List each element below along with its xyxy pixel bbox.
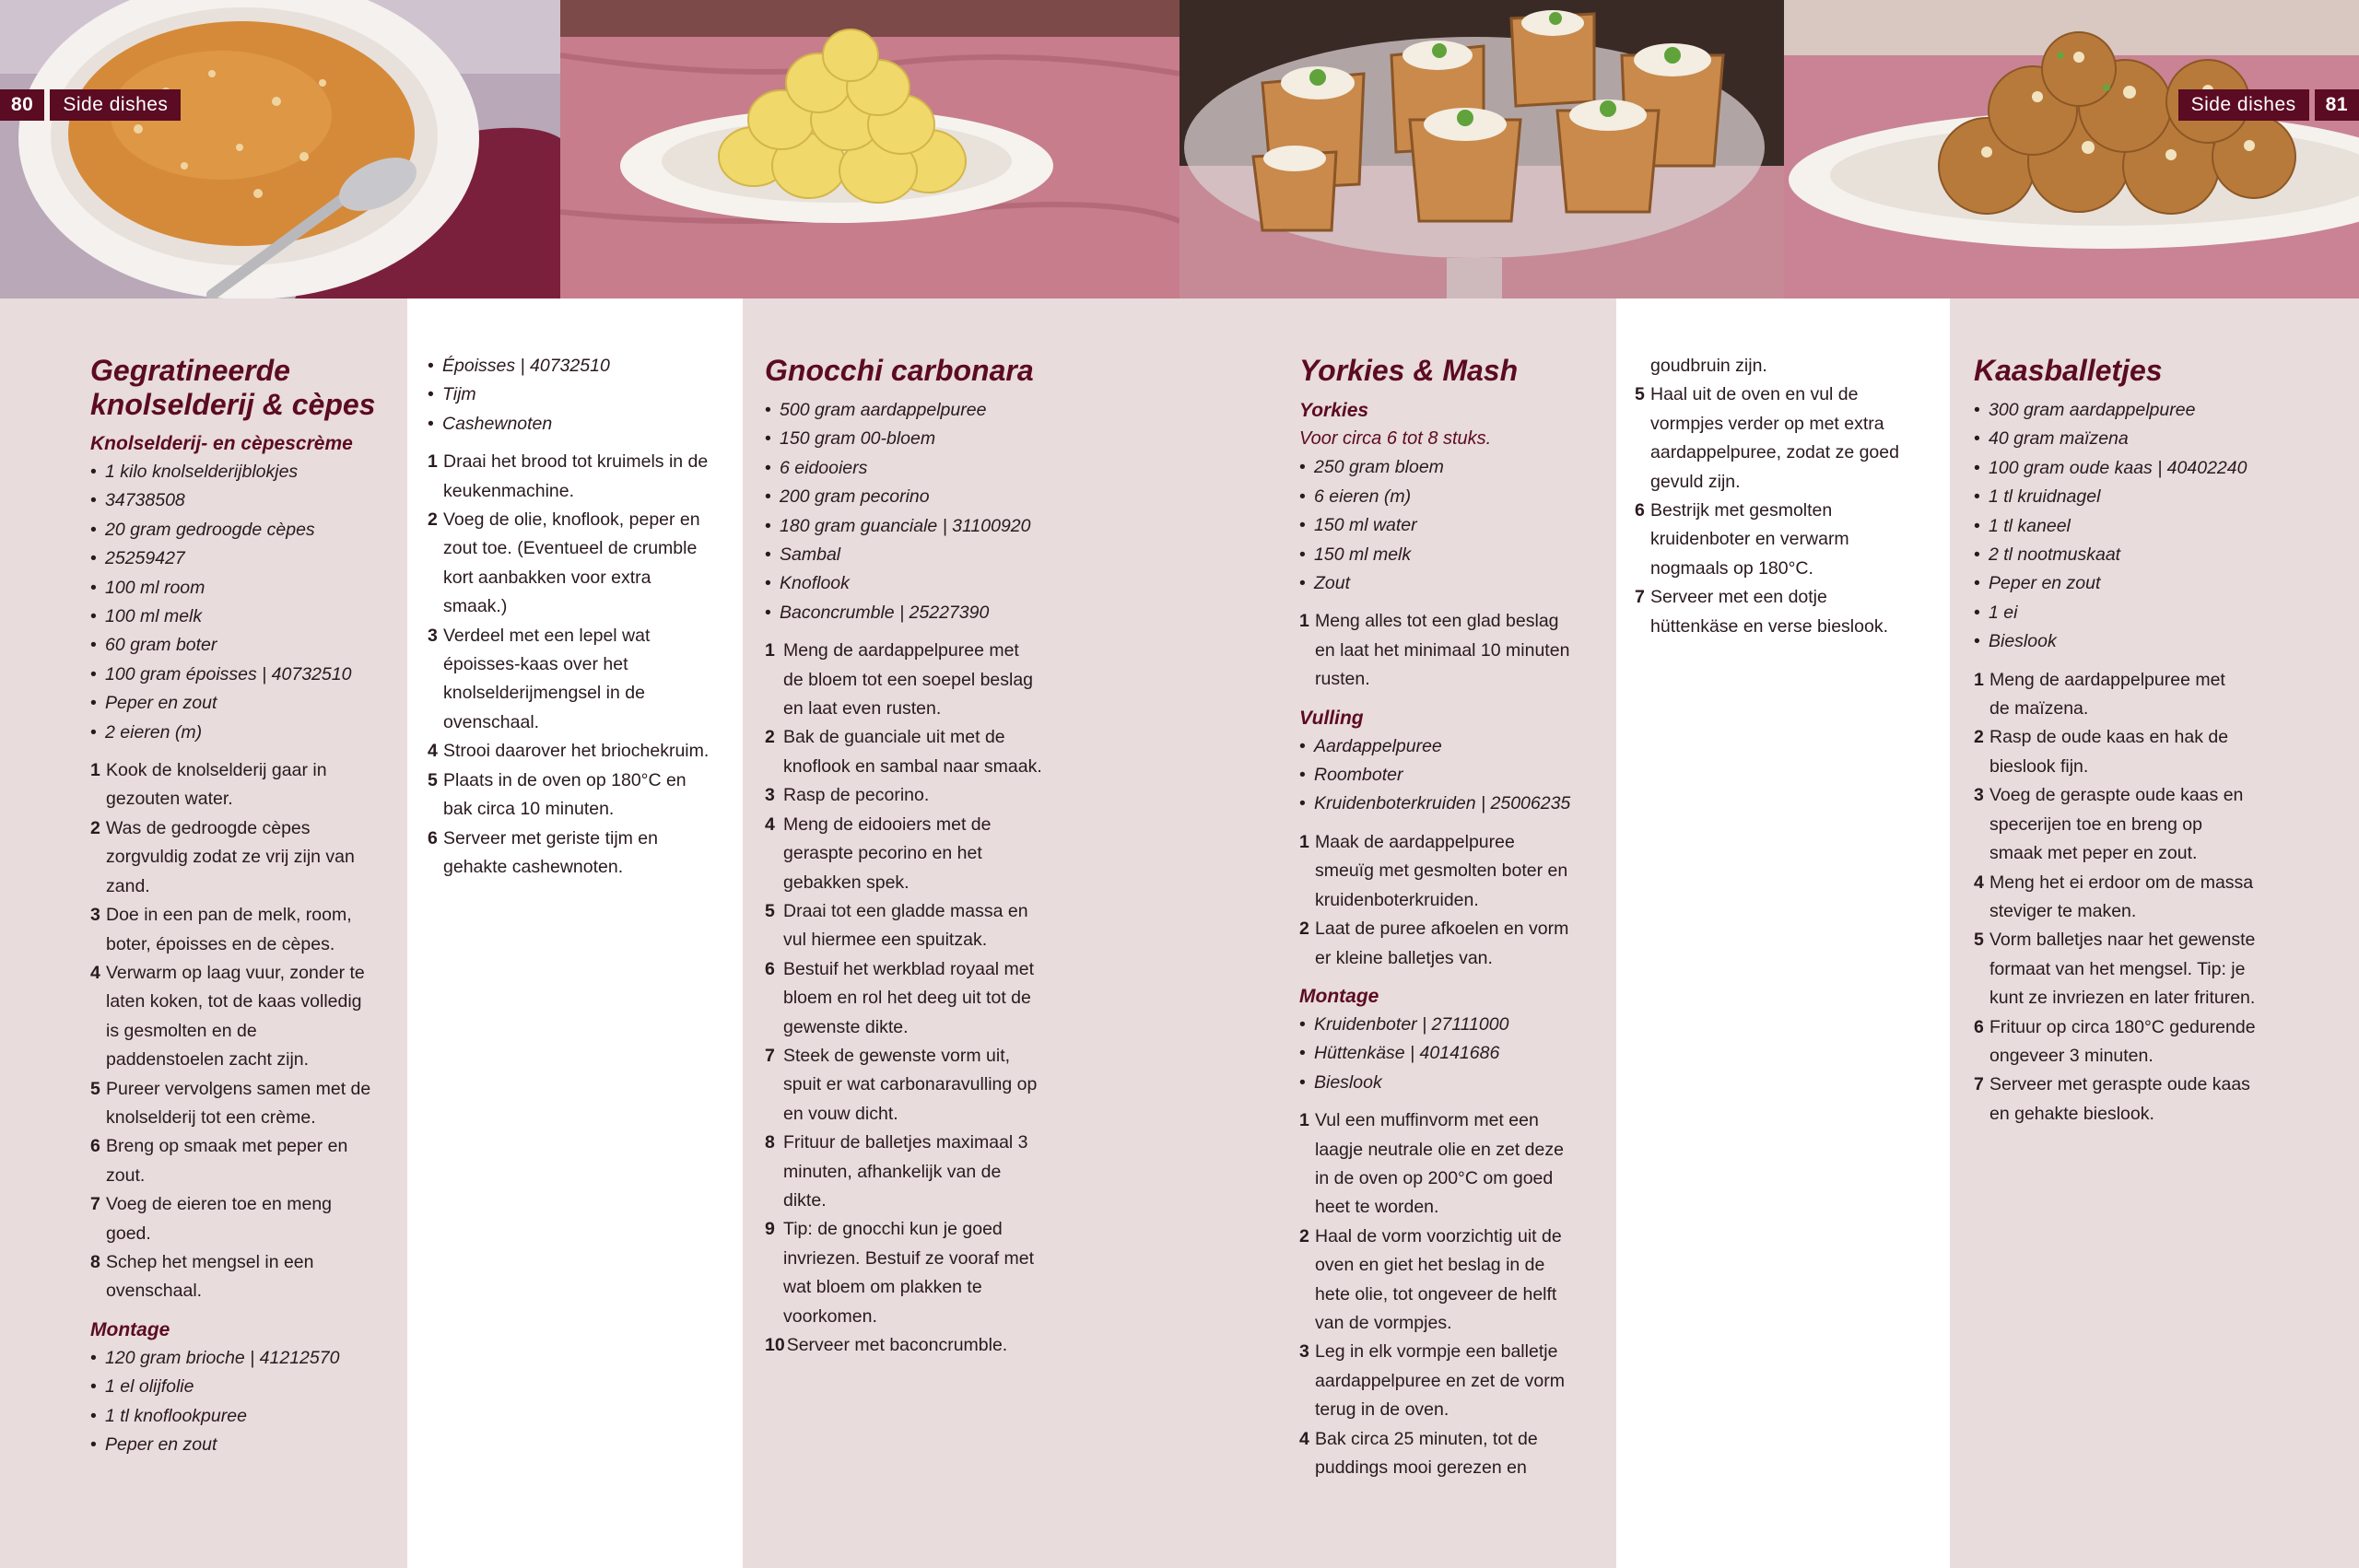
step-text: Maak de aardappelpuree smeuïg met gesmolten boter en kruidenboterkruiden. bbox=[1315, 831, 1568, 910]
yield-note: Voor circa 6 tot 8 stuks. bbox=[1299, 428, 1492, 449]
step-item bbox=[428, 506, 732, 622]
step-item bbox=[765, 723, 1078, 781]
step-text: Plaats in de oven op 180°C en bak circa 10 minuten. bbox=[443, 769, 687, 820]
step-item bbox=[90, 756, 394, 814]
step-number: 1 bbox=[1299, 611, 1309, 632]
section-label-right: Side dishes bbox=[2178, 89, 2309, 121]
step-number: 2 bbox=[765, 727, 775, 748]
step-text: Vorm balletjes naar het gewenste formaat van het mengsel. Tip: je kunt ze invriezen en later frituren. bbox=[1989, 930, 2256, 1009]
step-text: Meng de aardappelpuree met de bloem tot een soepel beslag en laat even rusten. bbox=[783, 640, 1034, 720]
step-list bbox=[1299, 828, 1603, 973]
step-text: Verdeel met een lepel wat époisses-kaas over het knolselderijmengsel in de ovenschaal. bbox=[443, 625, 651, 732]
ingredient-item: • 100 ml melk bbox=[90, 603, 394, 631]
gnocchi-plate-photo bbox=[560, 0, 1180, 298]
step-number: 5 bbox=[1635, 384, 1645, 405]
step-text: Frituur de balletjes maximaal 3 minuten, afhankelijk van de dikte. bbox=[783, 1132, 1028, 1211]
ingredient-item: • 40 gram maïzena bbox=[1974, 425, 2278, 453]
step-item bbox=[90, 814, 394, 901]
ingredient-item: • 60 gram boter bbox=[90, 631, 394, 660]
step-item bbox=[428, 622, 732, 738]
step-number: 3 bbox=[1974, 785, 1984, 806]
step-text: Doe in een pan de melk, room, boter, époisses en de cèpes. bbox=[106, 905, 352, 954]
step-number: 7 bbox=[90, 1194, 100, 1215]
step-item bbox=[765, 1331, 1078, 1360]
recipe-body-yorkies bbox=[1299, 396, 1603, 1482]
ingredient-item: • Kruidenboter | 27111000 bbox=[1299, 1011, 1603, 1039]
ingredient-item: • 100 gram époisses | 40732510 bbox=[90, 661, 394, 689]
step-number: 1 bbox=[1299, 1110, 1309, 1131]
step-item bbox=[765, 1129, 1078, 1215]
page-number-right: 81 bbox=[2315, 89, 2359, 121]
ingredient-item: • Cashewnoten bbox=[428, 410, 732, 439]
step-number: 3 bbox=[765, 785, 775, 806]
step-text: Serveer met geraspte oude kaas en gehakte bieslook. bbox=[1989, 1074, 2250, 1124]
step-item bbox=[90, 959, 394, 1075]
ingredient-item: • Baconcrumble | 25227390 bbox=[765, 599, 1078, 627]
ingredient-item: • 6 eieren (m) bbox=[1299, 483, 1603, 511]
step-item bbox=[1299, 1223, 1603, 1339]
step-number: 2 bbox=[90, 817, 100, 838]
step-item bbox=[90, 1248, 394, 1306]
recipe-title-yorkies: Yorkies & Mash bbox=[1299, 354, 1519, 387]
ingredient-item: • Knoflook bbox=[765, 569, 1078, 598]
step-item bbox=[1974, 666, 2278, 724]
ingredient-item: • Zout bbox=[1299, 569, 1603, 598]
ingredient-item: • Bieslook bbox=[1299, 1069, 1603, 1097]
ingredient-list bbox=[1299, 1011, 1603, 1097]
step-number: 6 bbox=[1635, 500, 1645, 521]
step-number: 4 bbox=[90, 962, 100, 983]
ingredient-item: • 250 gram bloem bbox=[1299, 453, 1603, 482]
ingredient-item: • Bieslook bbox=[1974, 627, 2278, 656]
ingredient-item: • Peper en zout bbox=[90, 1431, 394, 1459]
ingredient-list bbox=[765, 396, 1078, 627]
section-heading: Vulling bbox=[1299, 707, 1364, 729]
step-number: 4 bbox=[765, 813, 775, 835]
step-text: Kook de knolselderij gaar in gezouten water. bbox=[106, 760, 327, 810]
ingredient-list bbox=[1299, 732, 1603, 819]
ingredient-item: • 1 ei bbox=[1974, 599, 2278, 627]
ingredient-item: • Roomboter bbox=[1299, 761, 1603, 790]
ingredient-item: • Époisses | 40732510 bbox=[428, 352, 732, 380]
step-number: 7 bbox=[1974, 1074, 1984, 1095]
step-item bbox=[428, 766, 732, 825]
step-text: Meng het ei erdoor om de massa steviger te maken. bbox=[1989, 872, 2254, 921]
page-header-left bbox=[0, 89, 186, 121]
ingredient-item: • 20 gram gedroogde cèpes bbox=[90, 516, 394, 544]
step-number: 6 bbox=[1974, 1016, 1984, 1037]
step-text: Rasp de oude kaas en hak de bieslook fijn. bbox=[1989, 727, 2229, 777]
step-text: Haal uit de oven en vul de vormpjes verder op met extra aardappelpuree, zodat ze goed gevuld zijn. bbox=[1650, 384, 1899, 492]
step-text: Serveer met een dotje hüttenkäse en verse bieslook. bbox=[1650, 587, 1888, 637]
step-item bbox=[1299, 607, 1603, 694]
cheese-balls-plate-photo bbox=[1784, 0, 2359, 298]
ingredient-item: • 150 gram 00-bloem bbox=[765, 425, 1078, 453]
step-text: Bak de guanciale uit met de knoflook en sambal naar smaak. bbox=[783, 727, 1042, 777]
step-text: Bestrijk met gesmolten kruidenboter en verwarm nogmaals op 180°C. bbox=[1650, 500, 1849, 579]
step-number: 2 bbox=[428, 509, 438, 531]
step-item bbox=[1299, 1425, 1603, 1483]
section-heading: Montage bbox=[90, 1318, 170, 1340]
step-number: 5 bbox=[765, 900, 775, 921]
step-number: 2 bbox=[1299, 1225, 1309, 1246]
section-heading: Yorkies bbox=[1299, 400, 1369, 421]
ingredient-item: • 300 gram aardappelpuree bbox=[1974, 396, 2278, 425]
recipe-title-kaasballetjes: Kaasballetjes bbox=[1974, 354, 2163, 387]
step-number: 6 bbox=[428, 827, 438, 848]
page-number-left: 80 bbox=[0, 89, 44, 121]
section-label-left: Side dishes bbox=[50, 89, 181, 121]
step-item bbox=[428, 448, 732, 506]
photo-strip bbox=[0, 0, 2359, 298]
ingredient-item: • 150 ml melk bbox=[1299, 541, 1603, 569]
step-list bbox=[765, 637, 1078, 1360]
step-number: 1 bbox=[1974, 669, 1984, 690]
step-number: 2 bbox=[1974, 727, 1984, 748]
step-text: Haal de vorm voorzichtig uit de oven en giet het beslag in de hete olie, tot ongeveer de helft van de vormpjes. bbox=[1315, 1225, 1562, 1333]
step-number: 9 bbox=[765, 1219, 775, 1240]
step-number: 6 bbox=[765, 958, 775, 979]
ingredient-item: • Sambal bbox=[765, 541, 1078, 569]
step-text: Bak circa 25 minuten, tot de puddings mooi gerezen en bbox=[1315, 1428, 1538, 1478]
section-heading: Montage bbox=[1299, 985, 1379, 1007]
step-item bbox=[765, 781, 1078, 810]
step-text: Strooi daarover het briochekruim. bbox=[443, 741, 710, 762]
step-text: Serveer met geriste tijm en gehakte cashewnoten. bbox=[443, 827, 659, 877]
step-text: Meng alles tot een glad beslag en laat het minimaal 10 minuten rusten. bbox=[1315, 611, 1570, 690]
step-list bbox=[428, 448, 732, 882]
step-item bbox=[1299, 915, 1603, 973]
ingredient-item: • Kruidenboterkruiden | 25006235 bbox=[1299, 790, 1603, 818]
ingredient-item: • 2 tl nootmuskaat bbox=[1974, 541, 2278, 569]
step-text: Rasp de pecorino. bbox=[783, 785, 930, 806]
step-text: Tip: de gnocchi kun je goed invriezen. Bestuif ze vooraf met wat bloem om plakken te voorkomen. bbox=[783, 1219, 1035, 1327]
ingredient-item: • Tijm bbox=[428, 380, 732, 409]
step-list bbox=[90, 756, 394, 1306]
step-item bbox=[1974, 926, 2278, 1012]
recipe-body-gratin bbox=[90, 429, 394, 1459]
step-item bbox=[90, 1132, 394, 1190]
ingredient-list bbox=[1299, 453, 1603, 598]
step-item bbox=[1635, 380, 1939, 497]
step-item bbox=[765, 1215, 1078, 1331]
recipe-body-yorkies-cont bbox=[1635, 352, 1939, 641]
step-number: 5 bbox=[1974, 930, 1984, 951]
ingredient-item: • Peper en zout bbox=[90, 689, 394, 718]
ingredient-item: • 1 kilo knolselderijblokjes bbox=[90, 458, 394, 486]
step-text: Voeg de olie, knoflook, peper en zout toe. (Eventueel de crumble kort aanbakken voor extra smaak.) bbox=[443, 509, 700, 617]
step-number: 5 bbox=[90, 1078, 100, 1099]
step-item bbox=[1974, 1013, 2278, 1071]
step-text: Was de gedroogde cèpes zorgvuldig zodat ze vrij zijn van zand. bbox=[106, 817, 355, 896]
title-line: knolselderij & cèpes bbox=[90, 388, 376, 421]
step-item bbox=[90, 901, 394, 959]
step-number: 7 bbox=[1635, 587, 1645, 608]
ingredient-item: • 1 tl kaneel bbox=[1974, 512, 2278, 541]
ingredient-list bbox=[428, 352, 732, 439]
ingredient-item: • 25259427 bbox=[90, 544, 394, 573]
recipe-body-gratin-cont bbox=[428, 352, 732, 882]
step-text: Frituur op circa 180°C gedurende ongeveer 3 minuten. bbox=[1989, 1016, 2256, 1066]
step-item bbox=[1974, 723, 2278, 781]
step-item bbox=[90, 1190, 394, 1248]
step-item bbox=[428, 825, 732, 883]
step-number: 7 bbox=[765, 1045, 775, 1066]
step-number: 8 bbox=[90, 1251, 100, 1272]
step-number: 3 bbox=[90, 905, 100, 926]
step-number: 1 bbox=[765, 640, 775, 661]
step-text: Draai het brood tot kruimels in de keukenmachine. bbox=[443, 451, 709, 501]
step-number: 1 bbox=[1299, 831, 1309, 852]
step-number: 3 bbox=[1299, 1341, 1309, 1363]
step-number: 5 bbox=[428, 769, 438, 790]
ingredient-list bbox=[1974, 396, 2278, 657]
step-text: Bestuif het werkblad royaal met bloem en rol het deeg uit tot de gewenste dikte. bbox=[783, 958, 1035, 1037]
step-list bbox=[1299, 1106, 1603, 1482]
step-text: Meng de eidooiers met de geraspte pecorino en het gebakken spek. bbox=[783, 813, 992, 893]
step-number: 4 bbox=[1974, 872, 1984, 893]
step-text: Pureer vervolgens samen met de knolselderij tot een crème. bbox=[106, 1078, 371, 1128]
step-item bbox=[1299, 1338, 1603, 1424]
step-item bbox=[1635, 497, 1939, 583]
step-item bbox=[1974, 781, 2278, 868]
ingredient-item: • 1 tl knoflookpuree bbox=[90, 1402, 394, 1431]
step-item bbox=[428, 737, 732, 766]
ingredient-item: • 120 gram brioche | 41212570 bbox=[90, 1344, 394, 1373]
step-item bbox=[1974, 869, 2278, 927]
ingredient-item: • 100 gram oude kaas | 40402240 bbox=[1974, 454, 2278, 483]
step-number: 6 bbox=[90, 1136, 100, 1157]
yorkies-cake-stand-photo bbox=[1180, 0, 1784, 298]
step-number: 4 bbox=[1299, 1428, 1309, 1449]
step-number: 3 bbox=[428, 625, 438, 646]
recipe-title-gnocchi: Gnocchi carbonara bbox=[765, 354, 1034, 387]
step-item bbox=[765, 811, 1078, 897]
ingredient-item: • 200 gram pecorino bbox=[765, 483, 1078, 511]
title-line: Gegratineerde bbox=[90, 354, 290, 387]
ingredient-item: • 100 ml room bbox=[90, 574, 394, 603]
step-item bbox=[765, 955, 1078, 1042]
step-item bbox=[1299, 828, 1603, 915]
recipe-body-kaasballetjes bbox=[1974, 396, 2278, 1129]
step-item bbox=[1974, 1071, 2278, 1129]
ingredient-item: • 6 eidooiers bbox=[765, 454, 1078, 483]
step-number: 4 bbox=[428, 741, 438, 762]
section-heading: Knolselderij- en cèpescrème bbox=[90, 433, 353, 454]
step-text: Steek de gewenste vorm uit, spuit er wat carbonaravulling op en vouw dicht. bbox=[783, 1045, 1038, 1124]
ingredient-item: • 500 gram aardappelpuree bbox=[765, 396, 1078, 425]
step-text: Schep het mengsel in een ovenschaal. bbox=[106, 1251, 314, 1302]
ingredient-list bbox=[90, 458, 394, 747]
ingredient-item: • 1 el olijfolie bbox=[90, 1373, 394, 1401]
step-item bbox=[1299, 1106, 1603, 1223]
recipe-title-gratin bbox=[90, 354, 375, 422]
ingredient-item: • 1 tl kruidnagel bbox=[1974, 483, 2278, 511]
step-number: 1 bbox=[90, 760, 100, 781]
step-text: Leg in elk vormpje een balletje aardappelpuree en zet de vorm terug in de oven. bbox=[1315, 1341, 1566, 1421]
step-text: Laat de puree afkoelen en vorm er kleine balletjes van. bbox=[1315, 919, 1569, 968]
step-number: 10 bbox=[765, 1335, 785, 1355]
step-item bbox=[765, 1042, 1078, 1129]
recipe-body-gnocchi bbox=[765, 396, 1078, 1360]
step-number: 1 bbox=[428, 451, 438, 473]
step-list bbox=[1635, 380, 1939, 641]
ingredient-item: • 150 ml water bbox=[1299, 511, 1603, 540]
ingredient-item: • Aardappelpuree bbox=[1299, 732, 1603, 761]
step-text: Draai tot een gladde massa en vul hiermee een spuitzak. bbox=[783, 900, 1028, 951]
ingredient-list bbox=[90, 1344, 394, 1460]
ingredient-item: • 180 gram guanciale | 31100920 bbox=[765, 512, 1078, 541]
page-header-right bbox=[2173, 89, 2359, 121]
step-item bbox=[90, 1075, 394, 1133]
step-item bbox=[765, 897, 1078, 955]
step-number: 2 bbox=[1299, 919, 1309, 940]
step-text: Serveer met baconcrumble. bbox=[786, 1335, 1008, 1355]
step-text: Vul een muffinvorm met een laagje neutrale olie en zet deze in de oven op 200°C om goed heet te worden. bbox=[1315, 1110, 1564, 1218]
continued-line: goudbruin zijn. bbox=[1650, 356, 1767, 376]
step-item bbox=[1635, 583, 1939, 641]
ingredient-item: • 34738508 bbox=[90, 486, 394, 515]
step-item bbox=[765, 637, 1078, 723]
step-list bbox=[1299, 607, 1603, 694]
ingredient-item: • 2 eieren (m) bbox=[90, 719, 394, 747]
gratin-dish-photo bbox=[0, 0, 560, 298]
step-list bbox=[1974, 666, 2278, 1129]
step-text: Meng de aardappelpuree met de maïzena. bbox=[1989, 669, 2225, 720]
step-text: Verwarm op laag vuur, zonder te laten koken, tot de kaas volledig is gesmolten en de paddenstoelen zacht zijn. bbox=[106, 962, 365, 1071]
ingredient-item: • Peper en zout bbox=[1974, 569, 2278, 598]
step-text: Breng op smaak met peper en zout. bbox=[106, 1136, 348, 1186]
ingredient-item: • Hüttenkäse | 40141686 bbox=[1299, 1039, 1603, 1068]
step-text: Voeg de eieren toe en meng goed. bbox=[106, 1194, 333, 1244]
step-text: Voeg de geraspte oude kaas en specerijen toe en breng op smaak met peper en zout. bbox=[1989, 785, 2244, 864]
step-number: 8 bbox=[765, 1132, 775, 1153]
